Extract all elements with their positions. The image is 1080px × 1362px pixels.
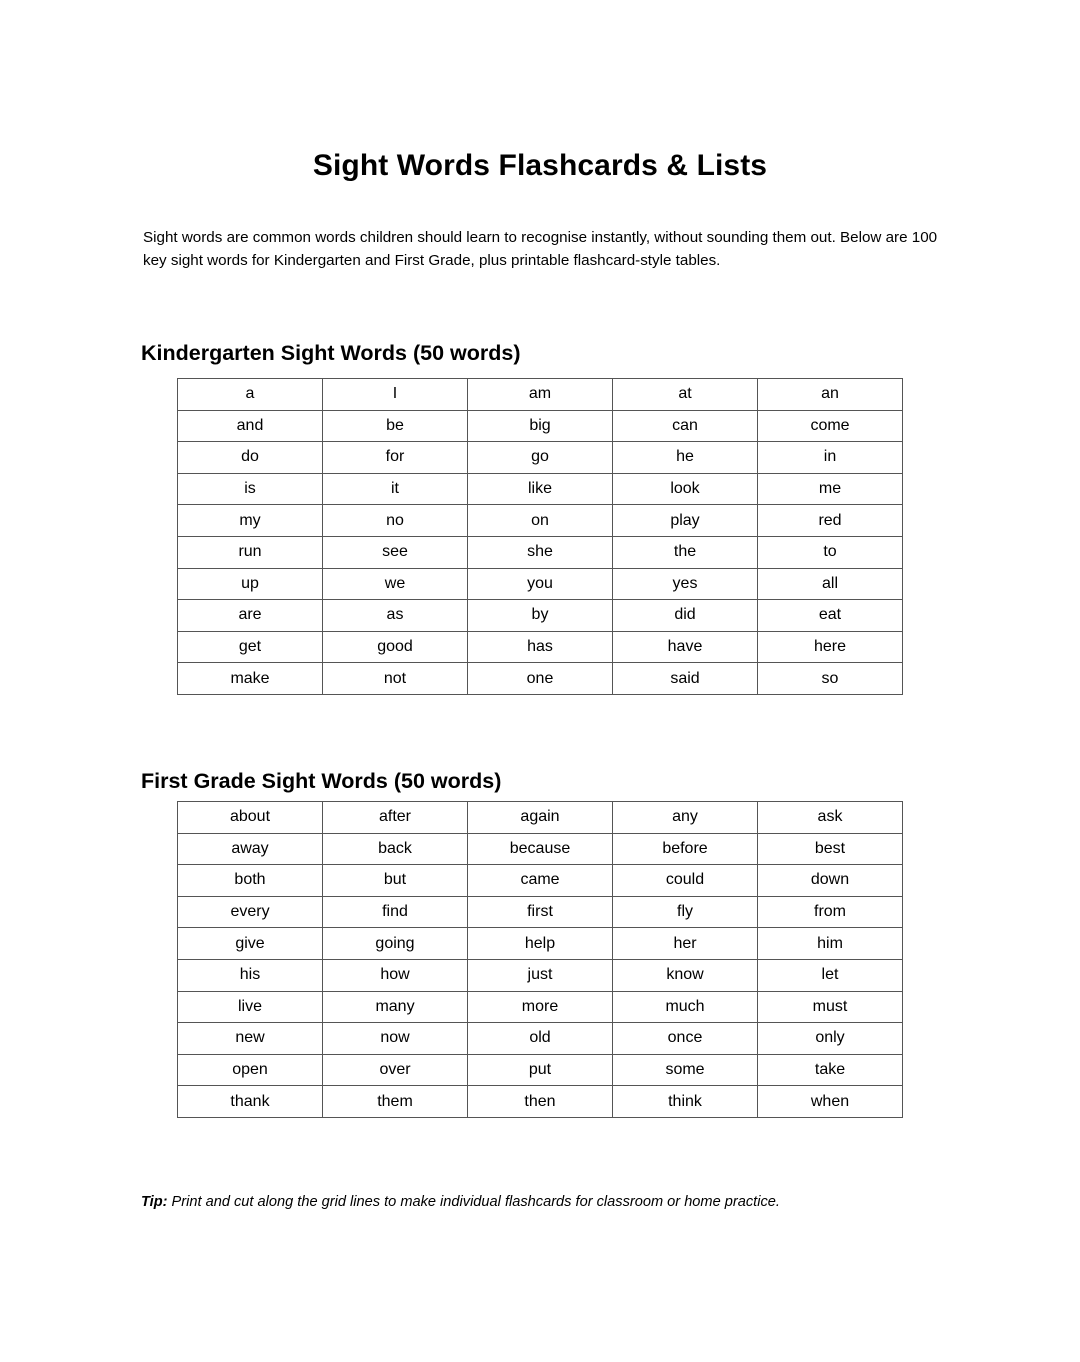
word-cell: it bbox=[323, 473, 468, 505]
word-cell: now bbox=[323, 1023, 468, 1055]
word-cell: away bbox=[178, 833, 323, 865]
word-cell: the bbox=[613, 536, 758, 568]
tip-note bbox=[141, 1192, 961, 1212]
word-cell: over bbox=[323, 1054, 468, 1086]
table-row bbox=[178, 928, 903, 960]
table-row bbox=[178, 1086, 903, 1118]
first-grade-word-table bbox=[177, 801, 903, 1118]
word-cell: then bbox=[468, 1086, 613, 1118]
word-cell: all bbox=[758, 568, 903, 600]
word-cell: new bbox=[178, 1023, 323, 1055]
table-row bbox=[178, 802, 903, 834]
word-cell: me bbox=[758, 473, 903, 505]
kindergarten-word-table bbox=[177, 378, 903, 695]
word-cell: has bbox=[468, 631, 613, 663]
word-cell: no bbox=[323, 505, 468, 537]
table-row bbox=[178, 1023, 903, 1055]
word-cell: fly bbox=[613, 896, 758, 928]
word-cell: did bbox=[613, 600, 758, 632]
word-cell: good bbox=[323, 631, 468, 663]
word-cell: I bbox=[323, 379, 468, 411]
word-cell: eat bbox=[758, 600, 903, 632]
table-row bbox=[178, 631, 903, 663]
word-cell: when bbox=[758, 1086, 903, 1118]
word-cell: him bbox=[758, 928, 903, 960]
word-cell: but bbox=[323, 865, 468, 897]
table-row bbox=[178, 865, 903, 897]
word-cell: as bbox=[323, 600, 468, 632]
word-cell: go bbox=[468, 442, 613, 474]
tip-text: Print and cut along the grid lines to make individual flashcards for classroom or home practice. bbox=[167, 1193, 780, 1210]
table-row bbox=[178, 1054, 903, 1086]
word-cell: give bbox=[178, 928, 323, 960]
word-cell: open bbox=[178, 1054, 323, 1086]
word-cell: not bbox=[323, 663, 468, 695]
word-cell: for bbox=[323, 442, 468, 474]
word-cell: run bbox=[178, 536, 323, 568]
table-row bbox=[178, 663, 903, 695]
word-cell: have bbox=[613, 631, 758, 663]
word-cell: take bbox=[758, 1054, 903, 1086]
word-cell: down bbox=[758, 865, 903, 897]
word-cell: think bbox=[613, 1086, 758, 1118]
word-cell: are bbox=[178, 600, 323, 632]
word-cell: a bbox=[178, 379, 323, 411]
table-row bbox=[178, 833, 903, 865]
word-cell: to bbox=[758, 536, 903, 568]
word-cell: after bbox=[323, 802, 468, 834]
word-cell: one bbox=[468, 663, 613, 695]
word-cell: you bbox=[468, 568, 613, 600]
word-cell: like bbox=[468, 473, 613, 505]
word-cell: could bbox=[613, 865, 758, 897]
word-cell: thank bbox=[178, 1086, 323, 1118]
word-cell: so bbox=[758, 663, 903, 695]
word-cell: going bbox=[323, 928, 468, 960]
intro-paragraph: Sight words are common words children should learn to recognise instantly, without sounding them out. Below are 100 key sight words for Kindergarten and First Grade, plus printable flashcard-style tables. bbox=[143, 229, 938, 269]
word-cell: here bbox=[758, 631, 903, 663]
word-cell: any bbox=[613, 802, 758, 834]
first-grade-table-body bbox=[178, 802, 903, 1118]
word-cell: look bbox=[613, 473, 758, 505]
word-cell: get bbox=[178, 631, 323, 663]
word-cell: before bbox=[613, 833, 758, 865]
word-cell: at bbox=[613, 379, 758, 411]
word-cell: yes bbox=[613, 568, 758, 600]
word-cell: only bbox=[758, 1023, 903, 1055]
word-cell: more bbox=[468, 991, 613, 1023]
word-cell: see bbox=[323, 536, 468, 568]
word-cell: in bbox=[758, 442, 903, 474]
word-cell: came bbox=[468, 865, 613, 897]
section-heading-kindergarten: Kindergarten Sight Words (50 words) bbox=[141, 340, 521, 365]
table-row bbox=[178, 991, 903, 1023]
word-cell: let bbox=[758, 959, 903, 991]
word-cell: some bbox=[613, 1054, 758, 1086]
section-heading-first-grade: First Grade Sight Words (50 words) bbox=[141, 768, 502, 793]
word-cell: every bbox=[178, 896, 323, 928]
word-cell: because bbox=[468, 833, 613, 865]
word-cell: find bbox=[323, 896, 468, 928]
word-cell: am bbox=[468, 379, 613, 411]
word-cell: up bbox=[178, 568, 323, 600]
word-cell: just bbox=[468, 959, 613, 991]
word-cell: on bbox=[468, 505, 613, 537]
kindergarten-table-body bbox=[178, 379, 903, 695]
word-cell: both bbox=[178, 865, 323, 897]
word-cell: his bbox=[178, 959, 323, 991]
word-cell: from bbox=[758, 896, 903, 928]
word-cell: can bbox=[613, 410, 758, 442]
word-cell: old bbox=[468, 1023, 613, 1055]
table-row bbox=[178, 959, 903, 991]
word-cell: he bbox=[613, 442, 758, 474]
word-cell: her bbox=[613, 928, 758, 960]
word-cell: make bbox=[178, 663, 323, 695]
table-row bbox=[178, 896, 903, 928]
word-cell: how bbox=[323, 959, 468, 991]
word-cell: said bbox=[613, 663, 758, 695]
word-cell: play bbox=[613, 505, 758, 537]
word-cell: best bbox=[758, 833, 903, 865]
table-row bbox=[178, 473, 903, 505]
word-cell: about bbox=[178, 802, 323, 834]
word-cell: many bbox=[323, 991, 468, 1023]
tip-label: Tip: bbox=[141, 1193, 168, 1210]
word-cell: ask bbox=[758, 802, 903, 834]
word-cell: first bbox=[468, 896, 613, 928]
word-cell: and bbox=[178, 410, 323, 442]
word-cell: once bbox=[613, 1023, 758, 1055]
table-row bbox=[178, 568, 903, 600]
word-cell: my bbox=[178, 505, 323, 537]
table-row bbox=[178, 379, 903, 411]
table-row bbox=[178, 600, 903, 632]
word-cell: big bbox=[468, 410, 613, 442]
word-cell: an bbox=[758, 379, 903, 411]
table-row bbox=[178, 410, 903, 442]
word-cell: we bbox=[323, 568, 468, 600]
word-cell: be bbox=[323, 410, 468, 442]
page-title: Sight Words Flashcards & Lists bbox=[312, 149, 768, 183]
word-cell: them bbox=[323, 1086, 468, 1118]
word-cell: back bbox=[323, 833, 468, 865]
table-row bbox=[178, 536, 903, 568]
word-cell: red bbox=[758, 505, 903, 537]
word-cell: know bbox=[613, 959, 758, 991]
table-row bbox=[178, 505, 903, 537]
word-cell: again bbox=[468, 802, 613, 834]
word-cell: help bbox=[468, 928, 613, 960]
word-cell: she bbox=[468, 536, 613, 568]
word-cell: by bbox=[468, 600, 613, 632]
table-row bbox=[178, 442, 903, 474]
word-cell: live bbox=[178, 991, 323, 1023]
word-cell: is bbox=[178, 473, 323, 505]
word-cell: do bbox=[178, 442, 323, 474]
word-cell: much bbox=[613, 991, 758, 1023]
word-cell: must bbox=[758, 991, 903, 1023]
word-cell: put bbox=[468, 1054, 613, 1086]
word-cell: come bbox=[758, 410, 903, 442]
